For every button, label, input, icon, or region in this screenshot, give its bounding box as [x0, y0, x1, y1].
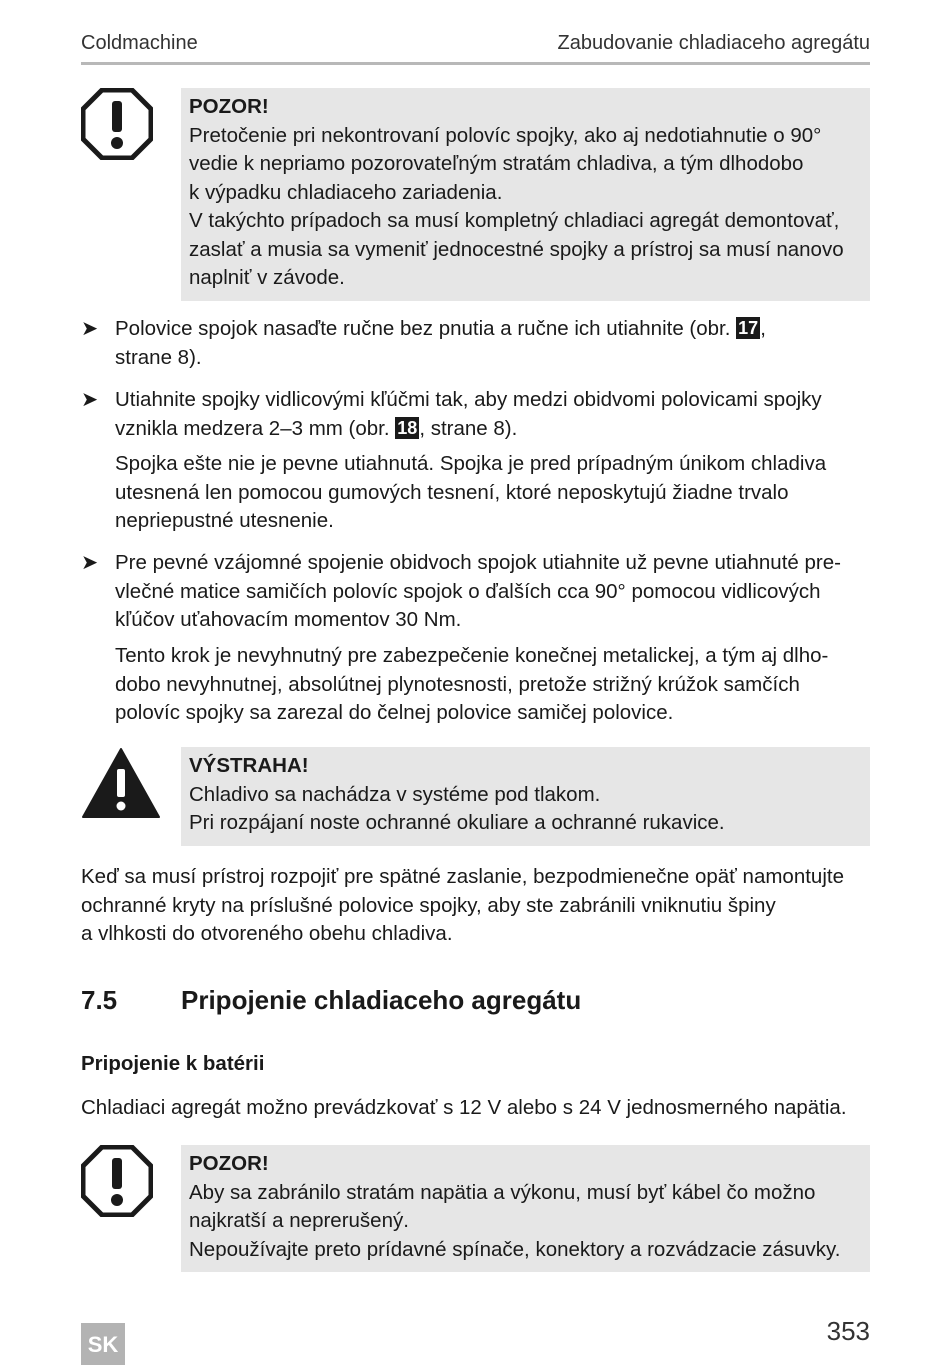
- note-line: polovíc spojky sa zarezal do čelnej polovice samičej polovice.: [115, 701, 674, 724]
- instruction-step: [81, 386, 871, 446]
- caution-title: POZOR!: [189, 1152, 269, 1175]
- step-text: ,: [760, 317, 766, 340]
- caution-line: V takýchto prípadoch sa musí kompletný chladiaci agregát demontovať,: [189, 209, 840, 232]
- step-note: [115, 642, 828, 728]
- paragraph-line: a vlhkosti do otvoreného obehu chladiva.: [81, 922, 453, 945]
- caution-notice: [81, 88, 870, 298]
- step-text: strane 8).: [115, 345, 202, 369]
- note-line: Spojka ešte nie je pevne utiahnutá. Spojka je pred prípadným únikom chladiva: [115, 452, 827, 475]
- warning-triangle-icon: [81, 747, 161, 819]
- caution-octagon-icon: [81, 88, 153, 160]
- paragraph-line: ochranné kryty na príslušné polovice spojky, aby ste zabránili vniknutiu špiny: [81, 893, 776, 917]
- caution-line: Aby sa zabránilo stratám napätia a výkonu, musí byť kábel čo možno: [189, 1180, 816, 1204]
- caution-title: POZOR!: [189, 95, 269, 118]
- figure-reference-badge: 17: [738, 318, 759, 338]
- step-note: [115, 450, 826, 536]
- section-title: Pripojenie chladiaceho agregátu: [181, 985, 582, 1015]
- arrow-bullet-icon: ➤: [81, 388, 99, 411]
- body-paragraph: [81, 1094, 847, 1123]
- step-text: , strane 8).: [419, 416, 518, 440]
- step-text: Polovice spojok nasaďte ručne bez pnutia a ručne ich utiahnite (obr.: [115, 317, 737, 340]
- caution-box: [181, 1145, 870, 1272]
- step-text: vznikla medzera 2–3 mm (obr.: [115, 416, 396, 440]
- caution-notice: [81, 1145, 870, 1269]
- warning-line: Chladivo sa nachádza v systéme pod tlakom.: [189, 782, 601, 806]
- caution-line: Nepoužívajte preto prídavné spínače, konektory a rozvádzacie zásuvky.: [189, 1237, 841, 1261]
- figure-reference-badge: 18: [397, 417, 418, 438]
- note-line: Tento krok je nevyhnutný pre zabezpečenie konečnej metalickej, a tým aj dlho-: [115, 644, 829, 667]
- warning-box: [181, 747, 870, 846]
- language-badge: SK: [81, 1323, 125, 1365]
- arrow-bullet-icon: ➤: [81, 551, 99, 574]
- page-number: 353: [826, 1316, 870, 1346]
- paragraph-line: Keď sa musí prístroj rozpojiť pre spätné zaslanie, bezpodmienečne opäť namontujte: [81, 865, 844, 888]
- instruction-step: [81, 315, 871, 375]
- subheading: Pripojenie k batérii: [81, 1052, 265, 1075]
- arrow-bullet-icon: ➤: [81, 317, 99, 340]
- paragraph-line: Chladiaci agregát možno prevádzkovať s 12 V alebo s 24 V jednosmerného napätia.: [81, 1096, 847, 1119]
- header-product-name: Coldmachine: [81, 32, 198, 54]
- step-text: Utiahnite spojky vidlicovými kľúčmi tak, aby medzi obidvomi polovicami spojky: [115, 388, 822, 411]
- instruction-step: [81, 549, 871, 639]
- note-line: nepriepustné utesnenie.: [115, 509, 334, 532]
- warning-title: VÝSTRAHA!: [189, 754, 309, 777]
- caution-line: Pretočenie pri nekontrovaní polovíc spojky, ako aj nedotiahnutie o 90°: [189, 123, 822, 147]
- step-text: vlečné matice samičích polovíc spojok o ďalších cca 90° pomocou vidlicových: [115, 579, 821, 603]
- note-line: utesnená len pomocou gumových tesnení, ktoré neposkytujú žiadne trvalo: [115, 480, 789, 504]
- body-paragraph: [81, 863, 844, 949]
- page-header: [81, 28, 870, 65]
- warning-line: Pri rozpájaní noste ochranné okuliare a ochranné rukavice.: [189, 811, 725, 834]
- caution-line: najkratší a neprerušený.: [189, 1209, 409, 1232]
- header-chapter-title: Zabudovanie chladiaceho agregátu: [557, 32, 870, 54]
- caution-line: vedie k nepriamo pozorovateľným stratám chladiva, a tým dlhodobo: [189, 152, 804, 175]
- caution-line: naplniť v závode.: [189, 266, 345, 289]
- section-number: 7.5: [81, 985, 118, 1015]
- caution-line: k výpadku chladiaceho zariadenia.: [189, 180, 503, 204]
- caution-line: zaslať a musia sa vymeniť jednocestné spojky a prístroj sa musí nanovo: [189, 237, 844, 261]
- note-line: dobo nevyhnutnej, absolútnej plynotesnosti, pretože strižný krúžok samčích: [115, 672, 800, 696]
- caution-box: [181, 88, 870, 301]
- warning-notice: [81, 747, 870, 845]
- step-text: kľúčov uťahovacím momentov 30 Nm.: [115, 608, 462, 631]
- step-text: Pre pevné vzájomné spojenie obidvoch spojok utiahnite už pevne utiahnuté pre-: [115, 551, 841, 574]
- caution-octagon-icon: [81, 1145, 153, 1217]
